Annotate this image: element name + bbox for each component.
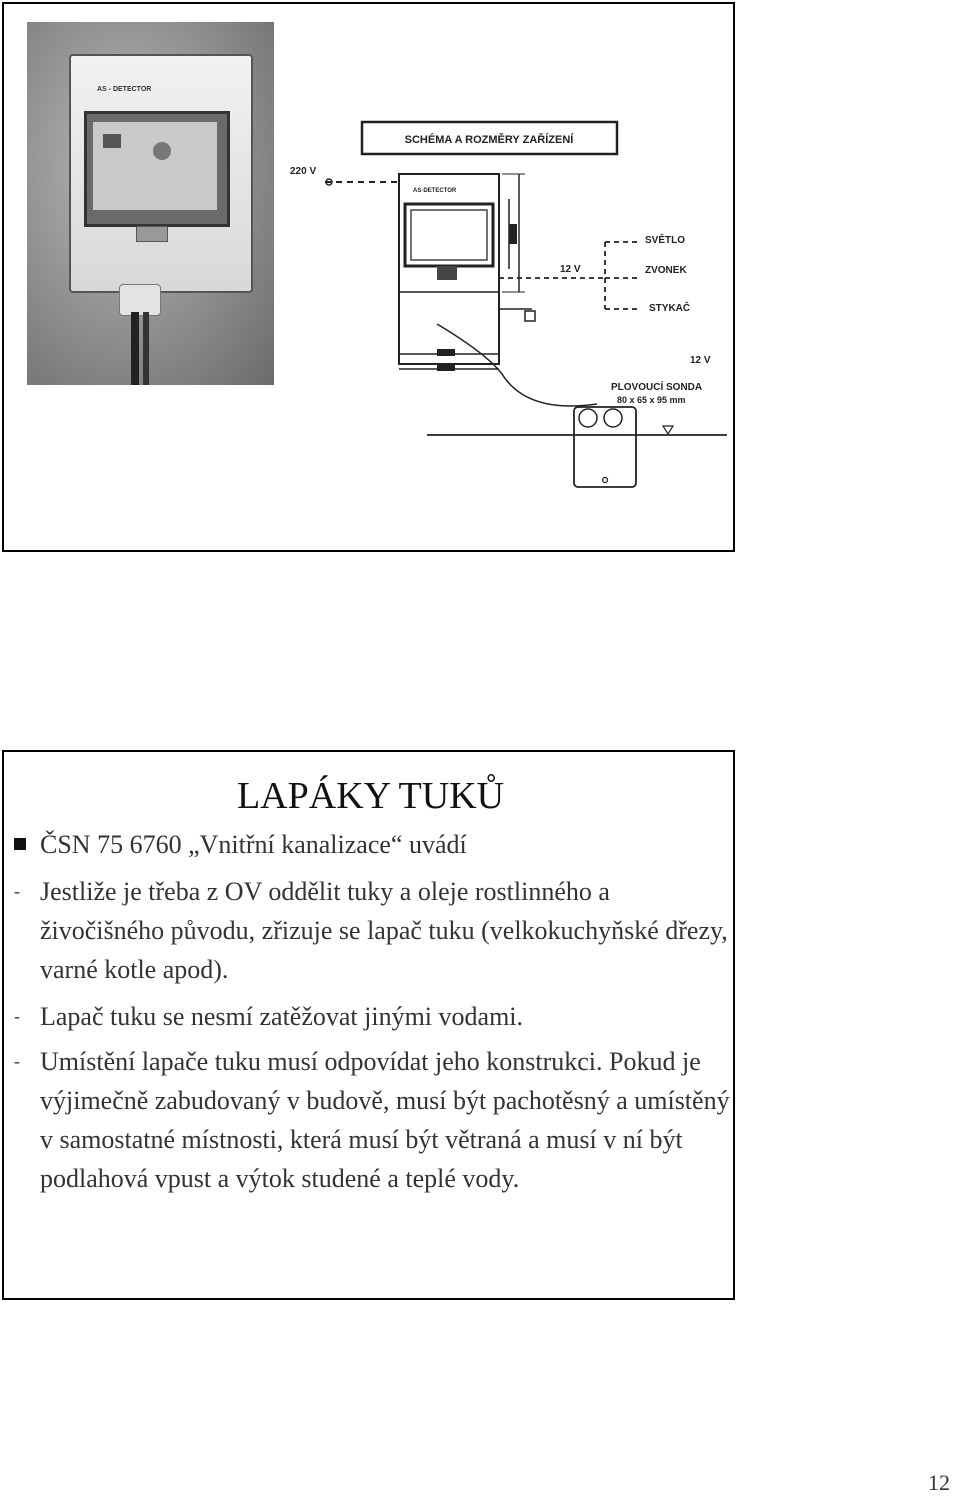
schema-title: SCHÉMA A ROZMĚRY ZAŘÍZENÍ [404, 134, 574, 146]
dash-marker: - [14, 881, 20, 901]
output-stykac: STYKAČ [649, 303, 691, 314]
sonda-dims: 80 x 65 x 95 mm [617, 395, 686, 405]
side-terminal [525, 311, 535, 321]
detector-knob [153, 142, 171, 160]
cable [143, 312, 149, 385]
slide-title: LAPÁKY TUKŮ [236, 775, 505, 817]
list-item [14, 1042, 730, 1198]
list-item-text: Umístění lapače tuku musí odpovídat jeho konstrukci. Pokud je výjimečně zabudovaný v budově, musí být pachotěsný a umístěný v samostatné místnosti, která musí být větraná a musí v ní být podlahová vpust a výtok studené a teplé vody. [40, 1047, 730, 1193]
slide-lapaky-tuku [2, 750, 735, 1300]
bullet-item [14, 830, 467, 860]
dimension-mark [509, 224, 517, 244]
list-item [14, 997, 730, 1036]
probe-body [574, 407, 636, 487]
label-12v-right: 12 V [690, 355, 711, 366]
detector-photo [27, 22, 274, 385]
label-12v-mid: 12 V [560, 264, 581, 275]
list-item [14, 872, 730, 989]
output-zvonek: ZVONEK [645, 265, 687, 276]
cable-gland [119, 284, 161, 316]
detector-window [84, 111, 230, 227]
sonda-name: PLOVOUCÍ SONDA [611, 382, 703, 393]
detector-brand-label: AS - DETECTOR [97, 86, 152, 93]
slide-schema [2, 2, 735, 552]
detector-latch [136, 226, 168, 242]
detector-display [103, 134, 121, 148]
device-latch [437, 266, 457, 280]
dash-marker: - [14, 1051, 20, 1071]
dash-marker: - [14, 1006, 20, 1026]
detector-housing [69, 54, 253, 293]
probe-sensor [603, 478, 608, 483]
output-svetlo: SVĚTLO [645, 235, 686, 246]
square-bullet-icon [14, 838, 26, 850]
detector-control-panel [93, 122, 217, 210]
bullet-text: ČSN 75 6760 „Vnitřní kanalizace“ uvádí [40, 830, 467, 859]
device-panel [411, 210, 487, 260]
probe-float [579, 409, 597, 427]
cable [131, 312, 139, 385]
device-window [405, 204, 493, 266]
device-schematic [287, 114, 727, 499]
probe-float [604, 409, 622, 427]
page-number: 12 [928, 1470, 950, 1495]
water-level-marker [663, 426, 673, 434]
label-220v: 220 V [290, 166, 317, 177]
list-item-text: Jestliže je třeba z OV oddělit tuky a oleje rostlinného a živočišného původu, zřizuje se lapač tuku (velkokuchyňské dřezy, varné kotle apod). [40, 877, 728, 984]
device-label-mark: AS·DETECTOR [413, 188, 457, 194]
list-item-text: Lapač tuku se nesmí zatěžovat jinými vodami. [40, 1002, 524, 1031]
